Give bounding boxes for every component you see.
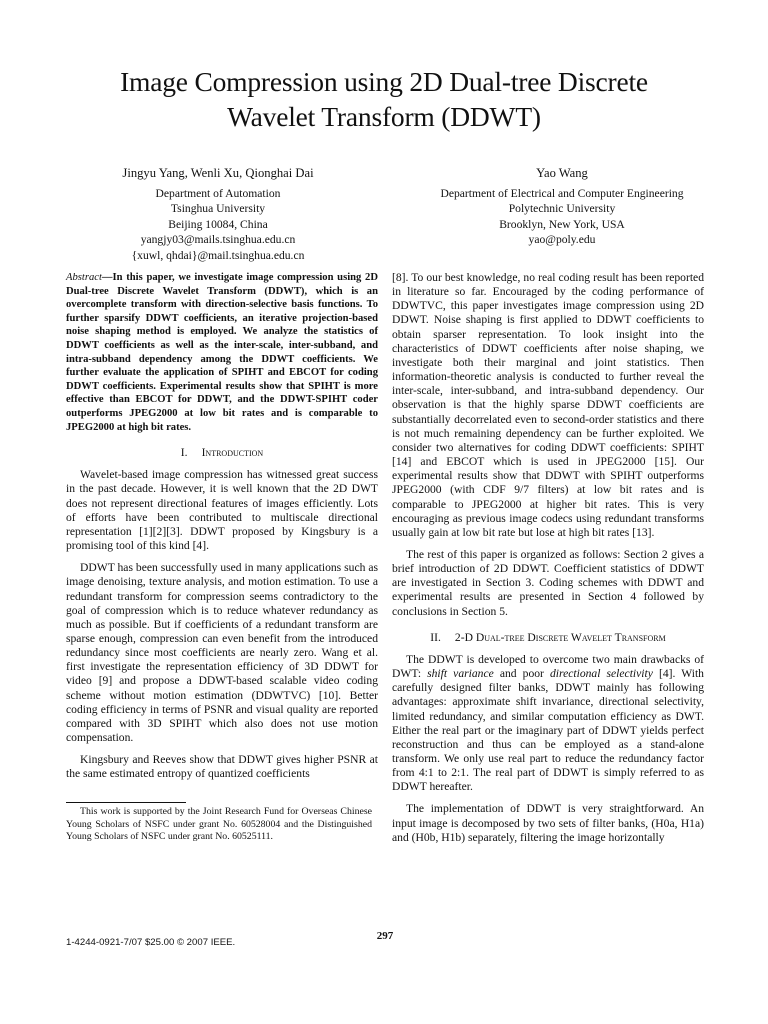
title-line-1: Image Compression using 2D Dual-tree Discrete [120, 66, 648, 97]
section-heading-ddwt [392, 631, 704, 645]
paragraph [392, 653, 704, 795]
section-heading-introduction [66, 446, 378, 460]
author-university: Tsinghua University [170, 202, 266, 216]
abstract-body: —In this paper, we investigate image compression using 2D Dual-tree Discrete Wavelet Transform (DDWT), which is an overcomplete transform with direction-selective basis functions. To further sparsify DDWT coefficients, an iterative projection-based noise shaping method is employed. We analyze the statistics of DDWT coefficients as well as the inter-scale, inter-subband, and intra-subband dependency among the DDWT coefficients. We further evaluate the application of SPIHT and EBCOT for coding DDWT coefficients. Experimental results show that SPIHT is more effective than EBCOT for DDWT, and the DDWT-SPIHT coder outperforms JPEG2000 at low bit rates and is comparable to JPEG2000 at high bit rates. [66, 272, 378, 433]
section-title: 2-D Dual-tree Discrete Wavelet Transform [454, 630, 666, 644]
author-city: Brooklyn, New York, USA [499, 217, 625, 231]
author-university: Polytechnic University [508, 202, 616, 216]
paragraph: Kingsbury and Reeves show that DDWT gives higher PSNR at the same estimated entropy of quantized coefficients [66, 753, 378, 781]
paper-title [40, 64, 728, 134]
abstract [66, 271, 378, 434]
emphasis: directional selectivity [550, 667, 653, 681]
section-number: I. [180, 446, 188, 460]
author-city: Beijing 10084, China [168, 217, 268, 231]
author-email: {xuwl, qhdai}@mail.tsinghua.edu.cn [131, 248, 305, 262]
section-title: Introduction [201, 446, 264, 460]
author-names: Jingyu Yang, Wenli Xu, Qionghai Dai [122, 166, 314, 180]
emphasis: shift variance [427, 667, 494, 681]
text-run: [4]. With carefully designed filter banks, DDWT mainly has following advantages: approximate shift invariance, directional selectivity, limited redundancy, and similar computation efficiency as DWT. Either the real part or the imaginary part of DDWT yields perfect reconstruction and thus can be employed as a stand-alone transform. We only use real part to reduce the redundancy factor from 4:1 to 2:1. The real part of DDWT is simply referred to as DDWT hereafter. [392, 667, 704, 794]
text-run: and poor [493, 667, 550, 681]
abstract-label: Abstract [66, 272, 102, 283]
text-run: The DDWT is developed to overcome two main drawbacks of DWT: [392, 652, 704, 681]
author-block-left [68, 166, 368, 264]
author-block-right [412, 166, 712, 248]
author-email: yao@poly.edu [528, 233, 596, 247]
author-department: Department of Automation [155, 186, 281, 200]
paragraph: The rest of this paper is organized as follows: Section 2 gives a brief introduction of 2D DDWT. Coefficient statistics of DDWT are investigated in Section 3. Coding schemes with DDWT and experimental results are presented in Section 4 followed by conclusions in Section 5. [392, 547, 704, 618]
footnote-divider [66, 802, 186, 803]
paragraph: [8]. To our best knowledge, no real coding result has been reported in literature so far. Encouraged by the coding performance of DDWTVC, this paper investigates image compression using 2D DDWT. Noise shaping is first applied to DDWT coefficients to obtain sparser representation. To look insight into the characteristics of DDWT coefficients after noise shaping, we investigate both their marginal and joint statistics. Then information-theoretic analysis is conducted to further reveal the inter-scale, inter-subband, and intra-subband dependency. Our observation is that the highly sparse DDWT coefficients are substantially decorrelated even to second-order statistics and there is not much remaining dependency can be further exploited. We consider two alternatives for coding DDWT coefficients: SPIHT [14] and EBCOT which is used in JPEG2000 [15]. Our experimental results show that DDWT with SPIHT outperforms JPEG2000 (with CDF 9/7 filters) at low bit rates and is comparable to JPEG2000 at higher bit rates. This is very encouraging as previous image codecs using redundant transforms usually gain at low bit rate but lose at high bit rates [13]. [392, 271, 704, 539]
author-email: yangjy03@mails.tsinghua.edu.cn [140, 233, 296, 247]
footnote: This work is supported by the Joint Research Fund for Overseas Chinese Young Scholars of NSFC under grant No. 60528004 and the Distinguished Young Scholars of NSFC under grant No. 60525111. [66, 806, 372, 843]
paragraph: DDWT has been successfully used in many applications such as image denoising, texture analysis, and motion estimation. To use a redundant transform for compression seems contradictory to the goal of compression which is to reduce whatever redundancy as much as possible. But if coefficients of a redundant transform are sparse enough, compression can even benefit from the introduced redundancy since most coefficients are nearly zero. Wang et al. first investigate the representation efficiency of 3D DDWT for video [9] and propose a DDWT-based scalable video coding scheme without motion estimation (DDWTVC) [10]. Better coding efficiency in terms of PSNR and visual quality are reported compared with 3D SPIHT which also does not use motion compensation. [66, 561, 378, 745]
author-department: Department of Electrical and Computer Engineering [440, 186, 684, 200]
left-column [66, 271, 378, 782]
right-column [392, 271, 704, 845]
paragraph: The implementation of DDWT is very straightforward. An input image is decomposed by two sets of filter banks, (H0a, H1a) and (H0b, H1b) separately, filtering the image horizontally [392, 802, 704, 844]
author-names: Yao Wang [536, 166, 588, 180]
title-line-2: Wavelet Transform (DDWT) [227, 101, 541, 132]
page-number: 297 [376, 930, 394, 942]
paragraph: Wavelet-based image compression has witnessed great success in the past decade. However, it is well known that the 2D DWT does not represent directional features of images efficiently. Lots of efforts have been contributed to multiscale directional representation [1][2][3]. DDWT proposed by Kingsbury is a promising tool of this kind [4]. [66, 468, 378, 553]
section-number: II. [430, 630, 441, 644]
copyright-notice: 1-4244-0921-7/07 $25.00 © 2007 IEEE. [66, 937, 236, 948]
